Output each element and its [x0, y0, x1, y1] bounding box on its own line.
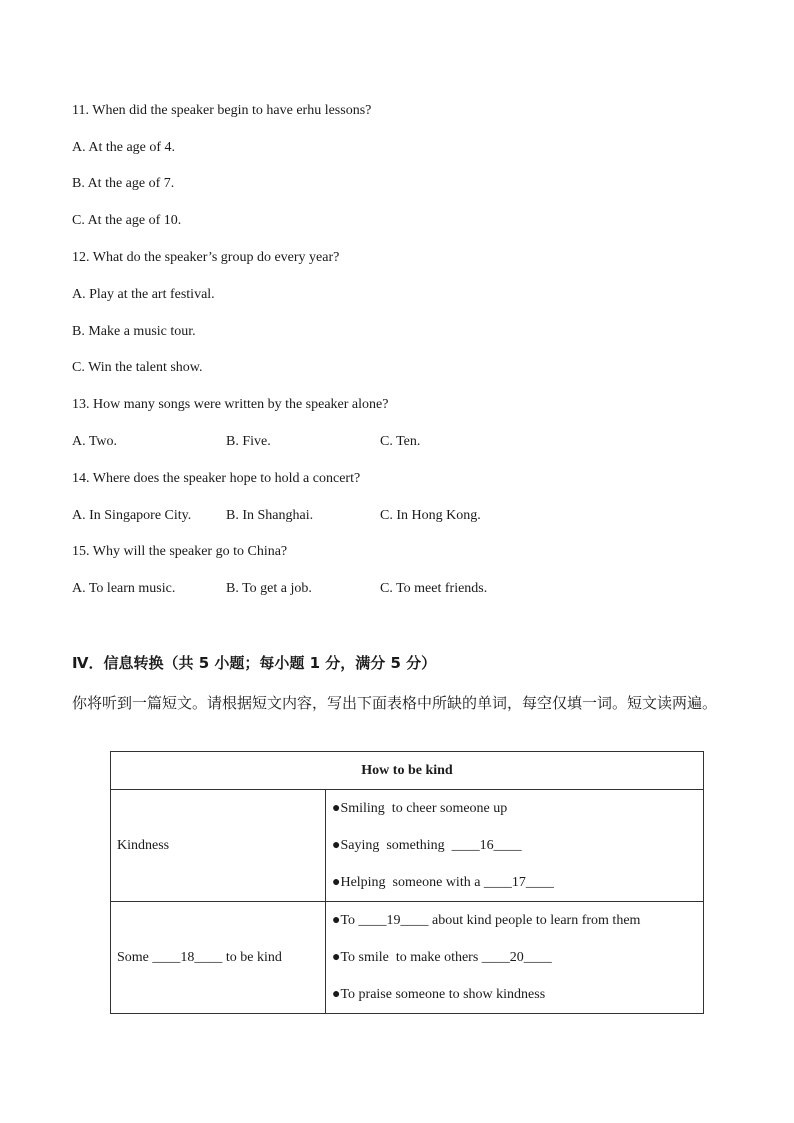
question-12-option-a: A. Play at the art festival.	[72, 287, 215, 302]
row-label-ways: Some ____18____ to be kind	[111, 902, 326, 1014]
question-11-option-b: B. At the age of 7.	[72, 176, 175, 191]
question-14-option-c: C. In Hong Kong.	[380, 508, 481, 523]
info-table	[110, 751, 704, 1014]
question-15-option-c: C. To meet friends.	[380, 581, 488, 596]
question-11-option-a: A. At the age of 4.	[72, 140, 176, 155]
table-header-row	[111, 752, 704, 790]
table-row	[111, 790, 704, 902]
question-15-stem: 15. Why will the speaker go to China?	[72, 544, 288, 559]
question-14-stem: 14. Where does the speaker hope to hold a concert?	[72, 471, 361, 486]
list-item: ●To ____19____ about kind people to learn from them	[332, 913, 641, 928]
table-row	[111, 902, 704, 1014]
section-title: Ⅳ．信息转换（共 5 小题；每小题 1 分，满分 5 分）	[72, 654, 437, 672]
question-15-option-b: B. To get a job.	[226, 581, 312, 596]
list-item: ●Smiling to cheer someone up	[332, 801, 508, 816]
row-items-ways	[326, 902, 704, 1014]
row-label-kindness: Kindness	[111, 790, 326, 902]
list-item: ●Helping someone with a ____17____	[332, 875, 554, 890]
question-12-option-c: C. Win the talent show.	[72, 360, 203, 375]
question-12-stem: 12. What do the speaker’s group do every year?	[72, 250, 340, 265]
question-13-option-a: A. Two.	[72, 434, 118, 449]
list-item: ●To smile to make others ____20____	[332, 950, 552, 965]
row-items-kindness	[326, 790, 704, 902]
question-14-option-b: B. In Shanghai.	[226, 508, 314, 523]
question-11-option-c: C. At the age of 10.	[72, 213, 182, 228]
table-title: How to be kind	[111, 752, 704, 790]
question-11-stem: 11. When did the speaker begin to have erhu lessons?	[72, 103, 372, 118]
question-13-option-c: C. Ten.	[380, 434, 421, 449]
question-13-option-b: B. Five.	[226, 434, 271, 449]
question-13-stem: 13. How many songs were written by the speaker alone?	[72, 397, 389, 412]
list-item: ●To praise someone to show kindness	[332, 987, 546, 1002]
question-12-option-b: B. Make a music tour.	[72, 324, 196, 339]
list-item: ●Saying something ____16____	[332, 838, 522, 853]
question-14-option-a: A. In Singapore City.	[72, 508, 192, 523]
section-instruction: 你将听到一篇短文。请根据短文内容，写出下面表格中所缺的单词，每空仅填一词。短文读两遍。	[72, 694, 718, 712]
question-15-option-a: A. To learn music.	[72, 581, 176, 596]
